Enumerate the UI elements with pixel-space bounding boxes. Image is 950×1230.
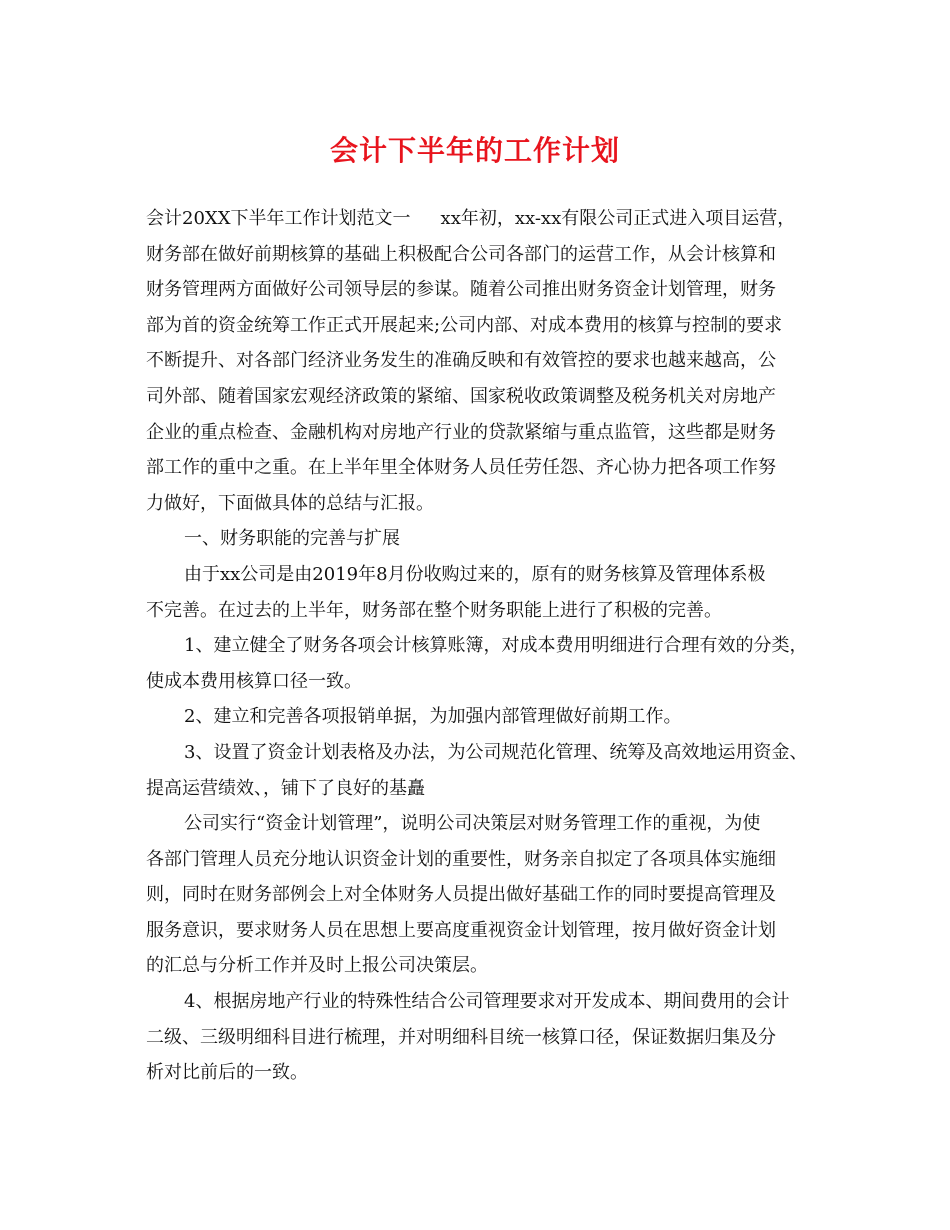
intro-line: 财务管理两方面做好公司领导层的参谋。随着公司推出财务资金计划管理，财务 bbox=[146, 279, 776, 301]
list-item-line: 4、根据房地产行业的特殊性结合公司管理要求对开发成本、期间费用的会计 bbox=[184, 991, 790, 1013]
section-heading: 一、财务职能的完善与扩展 bbox=[184, 528, 400, 550]
document-body bbox=[146, 201, 818, 1091]
list-item-line: 1、建立健全了财务各项会计核算账簿，对成本费用明细进行合理有效的分类， bbox=[184, 635, 808, 657]
list-item-line: 析对比前后的一致。 bbox=[146, 1062, 308, 1084]
intro-line: 部为首的资金统筹工作正式开展起来;公司内部、对成本费用的核算与控制的要求 bbox=[146, 314, 783, 336]
paragraph-line: 不完善。在过去的上半年，财务部在整个财务职能上进行了积极的完善。 bbox=[146, 599, 722, 621]
document-title: 会计下半年的工作计划 bbox=[329, 134, 620, 167]
list-item-line: 2、建立和完善各项报销单据，为加强内部管理做好前期工作。 bbox=[184, 706, 682, 728]
intro-lead: 会计20XX下半年工作计划范文一 bbox=[146, 208, 411, 229]
intro-line: 企业的重点检查、金融机构对房地产行业的贷款紧缩与重点监管，这些都是财务 bbox=[146, 421, 776, 443]
list-item-line: 使成本费用核算口径一致。 bbox=[146, 670, 362, 692]
paragraph-line: 公司实行“资金计划管理”，说明公司决策层对财务管理工作的重视，为使 bbox=[184, 813, 761, 835]
paragraph-line: 由于xx公司是由2019年8月份收购过来的，原有的财务核算及管理体系极 bbox=[184, 563, 766, 585]
paragraph-line: 则，同时在财务部例会上对全体财务人员提出做好基础工作的同时要提高管理及 bbox=[146, 884, 776, 906]
intro-line: 部工作的重中之重。在上半年里全体财务人员任劳任怨、齐心协力把各项工作努 bbox=[146, 457, 776, 479]
intro-text: xx年初，xx-xx有限公司正式进入项目运营， bbox=[440, 208, 796, 229]
intro-line: 财务部在做好前期核算的基础上积极配合公司各部门的运营工作，从会计核算和 bbox=[146, 243, 776, 265]
intro-line bbox=[146, 201, 818, 237]
paragraph-line: 各部门管理人员充分地认识资金计划的重要性，财务亲自拟定了各项具体实施细 bbox=[146, 848, 776, 870]
list-item-line: 二级、三级明细科目进行梳理，并对明细科目统一核算口径，保证数据归集及分 bbox=[146, 1026, 776, 1048]
list-item-line: 3、设置了资金计划表格及办法，为公司规范化管理、统筹及高效地运用资金、 bbox=[184, 741, 808, 763]
intro-line: 不断提升、对各部门经济业务发生的准确反映和有效管控的要求也越来越高，公 bbox=[146, 350, 776, 372]
list-item-line: 提高运营绩效、，铺下了良好的基矗 bbox=[146, 777, 425, 799]
paragraph-line: 服务意识，要求财务人员在思想上要高度重视资金计划管理，按月做好资金计划 bbox=[146, 919, 776, 941]
intro-line: 力做好，下面做具体的总结与汇报。 bbox=[146, 492, 434, 514]
paragraph-line: 的汇总与分析工作并及时上报公司决策层。 bbox=[146, 955, 488, 977]
intro-line: 司外部、随着国家宏观经济政策的紧缩、国家税收政策调整及税务机关对房地产 bbox=[146, 385, 776, 407]
